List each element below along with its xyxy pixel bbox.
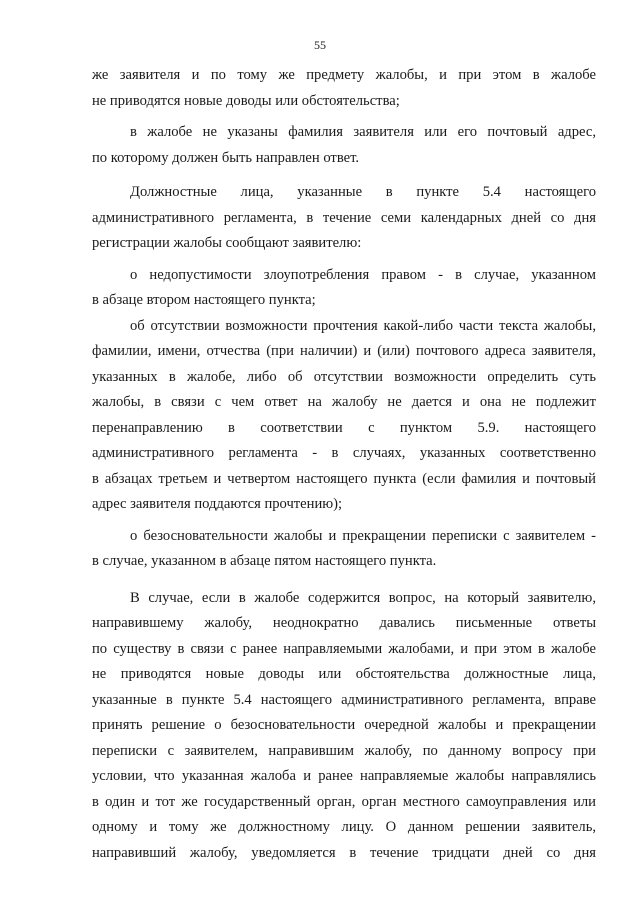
text-line: в один и тот же государственный орган, орган местного самоуправления или [92, 793, 596, 810]
text-line: административного регламента - в случаях, указанных соответственно [92, 445, 596, 461]
text-line: фамилии, имени, отчества (при наличии) и (или) почтового адреса заявителя, [92, 343, 596, 359]
text-line: направившему жалобу, неоднократно давались письменные ответы [92, 615, 596, 631]
text-line: о безосновательности жалобы и прекращении переписки с заявителем - [130, 527, 596, 544]
text-line: условии, что указанная жалоба и ранее направляемые жалобы направлялись [92, 768, 596, 784]
text-line: не приводятся новые доводы или обстоятельства; [92, 92, 400, 109]
document-body [92, 63, 596, 866]
text-line: же заявителя и по тому же предмету жалобы, и при этом в жалобе [92, 67, 596, 83]
text-line: по существу в связи с ранее направляемыми жалобами, и при этом в жалобе [92, 640, 596, 657]
text-line: адрес заявителя поддаются прочтению); [92, 496, 343, 512]
text-line: указанных в жалобе, либо об отсутствии возможности определить суть [92, 368, 596, 385]
text-line: по которому должен быть направлен ответ. [92, 149, 360, 166]
text-line: одному и тому же должностному лицу. О данном решении заявитель, [92, 819, 596, 835]
text-line: Должностные лица, указанные в пункте 5.4 настоящего [130, 184, 596, 200]
text-line: о недопустимости злоупотребления правом - в случае, указанном [130, 266, 596, 283]
text-line: принять решение о безосновательности очередной жалобы и прекращении [92, 717, 596, 733]
text-line: не приводятся новые доводы или обстоятельства должностные лица, [92, 666, 596, 682]
text-line: регистрации жалобы сообщают заявителю: [92, 235, 362, 251]
text-line: жалобы, в связи с чем ответ на жалобу не дается и она не подлежит [92, 394, 596, 410]
page-number: 55 [314, 38, 326, 52]
text-line: об отсутствии возможности прочтения какой-либо части текста жалобы, [130, 317, 596, 334]
text-line: в случае, указанном в абзаце пятом настоящего пункта. [92, 553, 437, 569]
text-line: перенаправлению в соответствии с пунктом 5.9. настоящего [92, 419, 596, 436]
text-line: указанные в пункте 5.4 настоящего административного регламента, вправе [92, 691, 596, 708]
text-line: направивший жалобу, уведомляется в течение тридцати дней со дня [92, 844, 596, 861]
text-line: в абзаце втором настоящего пункта; [92, 292, 316, 308]
text-line: В случае, если в жалобе содержится вопрос, на который заявителю, [130, 589, 596, 606]
text-line: в жалобе не указаны фамилия заявителя или его почтовый адрес, [130, 124, 596, 140]
text-line: в абзацах третьем и четвертом настоящего пункта (если фамилия и почтовый [92, 470, 596, 487]
text-line: переписки с заявителем, направившим жалобу, по данному вопросу при [92, 742, 596, 759]
text-line: административного регламента, в течение семи календарных дней со дня [92, 209, 596, 226]
